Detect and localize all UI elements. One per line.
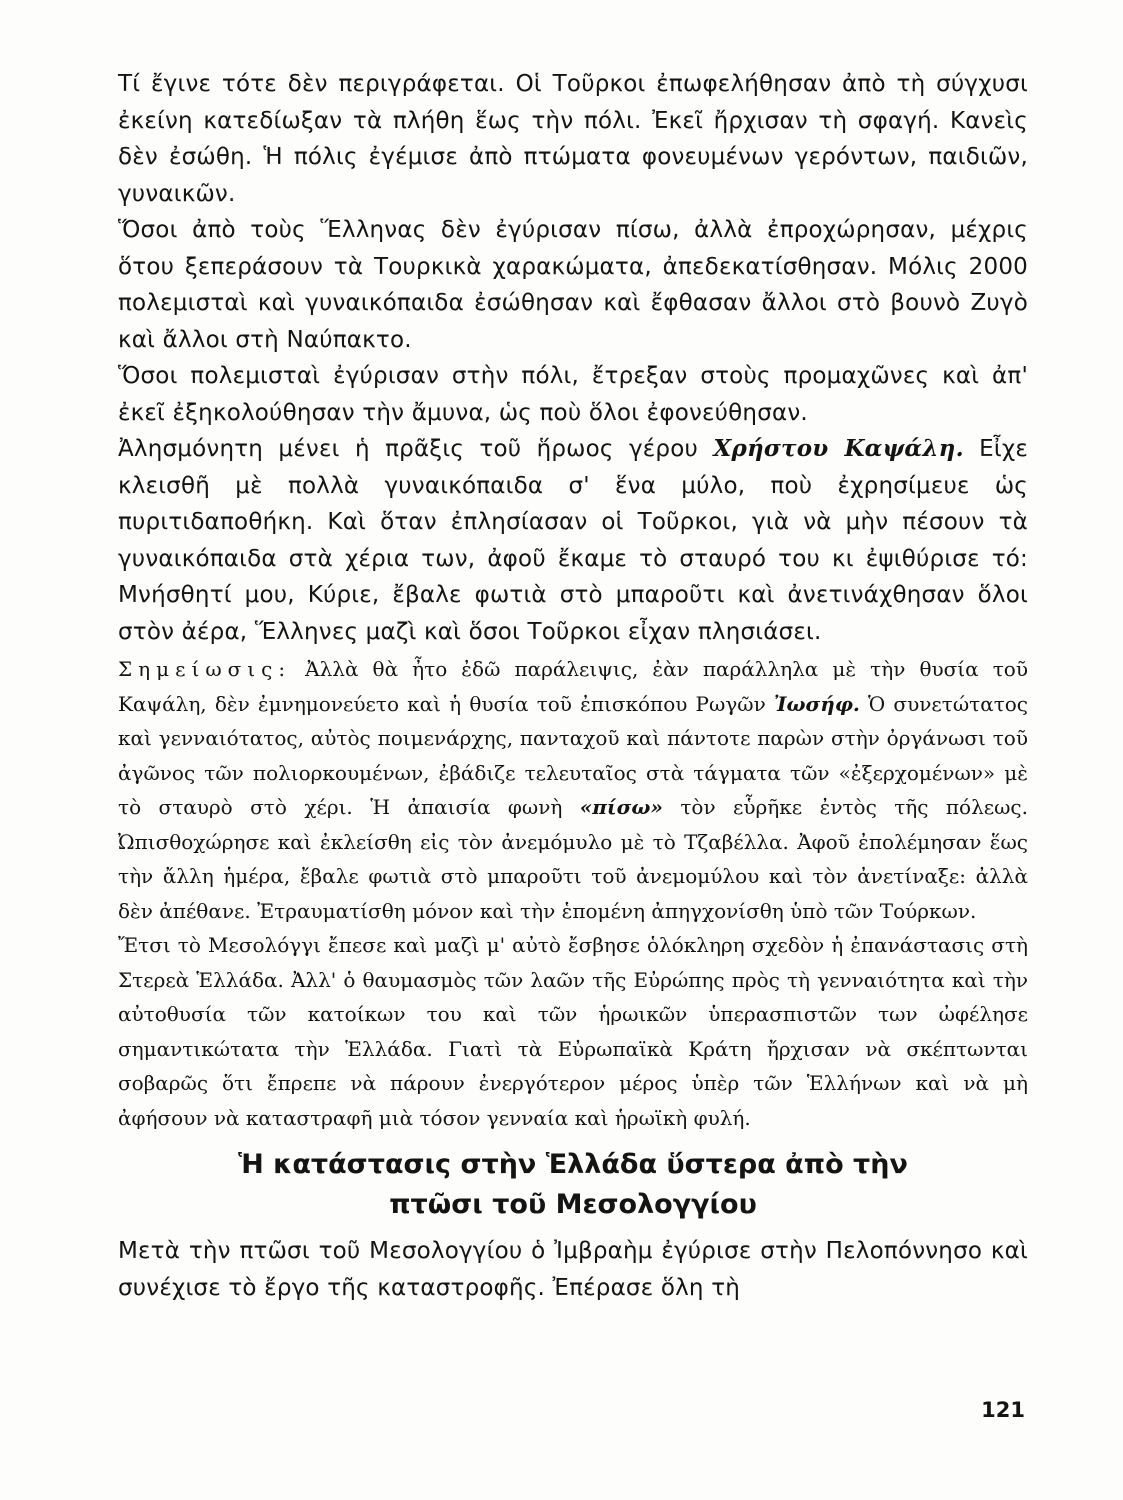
kapsalis-text-after: Εἶχε κλεισθῆ μὲ πολλὰ γυναικόπαιδα σ' ἕνα μύλο, ποὺ ἐχρησίμευε ὡς πυριτιδαποθήκη. Καὶ ὅταν ἐπλησίασαν οἱ Τοῦρκοι, γιὰ νὰ μὴν πέσουν τὰ γυναικόπαιδα στὰ χέρια των, ἀφοῦ ἔκαμε τὸ σταυρό του κι ἐψιθύρισε τό: Μνήσθητί μου, Κύριε, ἔβαλε φωτιὰ στὸ μπαροῦτι καὶ ἀνετινάχθησαν ὅλοι στὸν ἀέρα, Ἕλληνες μαζὶ καὶ ὅσοι Τοῦρκοι εἶχαν πλησιάσει. <box>118 436 1028 645</box>
paragraph-closing: Μετὰ τὴν πτῶσι τοῦ Μεσολογγίου ὁ Ἰμβραὴμ ἐγύρισε στὴν Πελοπόννησο καὶ συνέχισε τὸ ἔργο τῆς καταστροφῆς. Ἐπέρασε ὅλη τὴ <box>118 1238 1028 1301</box>
paragraph-defenders: Ὅσοι πολεμισταὶ ἐγύρισαν στὴν πόλι, ἔτρεξαν στοὺς προμαχῶνες καὶ ἀπ' ἐκεῖ ἐξηκολούθησαν τὴν ἄμυνα, ὡς ποὺ ὅλοι ἐφονεύθησαν. <box>118 363 1028 426</box>
note-iosif: Ἰωσήφ. <box>773 691 860 716</box>
section-heading-line-2: πτῶσι τοῦ Μεσολογγίου <box>389 1189 757 1220</box>
main-text <box>118 66 1028 650</box>
note-section <box>118 652 1028 1135</box>
section-heading-line-1: Ἡ κατάστασις στὴν Ἑλλάδα ὕστερα ἀπὸ τὴν <box>238 1149 908 1180</box>
note-text-3: τὸν εὗρῆκε ἐντὸς τῆς πόλεως. Ὠπισθοχώρησε καὶ ἐκλείσθη εἰς τὸν ἀνεμόμυλο μὲ τὸ Τζαβέλλα. Ἀφοῦ ἐπολέμησαν ἕως τὴν ἄλλη ἡμέρα, ἔβαλε φωτιὰ στὸ μπαροῦτι τοῦ ἀνεμομύλου καὶ τὸν ἀνετίναξε: ἀλλὰ δὲν ἀπέθανε. Ἐτραυματίσθη μόνον καὶ τὴν ἑπομένη ἀπηγχονίσθη ὑπὸ τῶν Τούρκων. <box>118 795 1028 923</box>
note-text-1: Ἀλλὰ θὰ ἦτο ἐδῶ παράλειψις, ἐὰν παράλληλα μὲ τὴν θυσία τοῦ Καψάλη, δὲν ἐμνημονεύετο καὶ ἡ θυσία τοῦ ἐπισκόπου Ρωγῶν <box>118 657 1028 716</box>
section-heading <box>118 1145 1028 1225</box>
page-number: 121 <box>981 1398 1025 1422</box>
note-text-2: Ὁ συνετώτατος καὶ γενναιότατος, αὐτὸς ποιμενάρχης, πανταχοῦ καὶ πάντοτε παρὼν στὴν ὀργάνωσι τοῦ ἀγῶνος τῶν πολιορκουμένων, ἐβάδιζε τελευταῖος στὰ τάγματα τῶν «ἐξερχομένων» μὲ τὸ σταυρὸ στὸ χέρι. Ἡ ἀπαισία φωνὴ <box>118 691 1029 819</box>
paragraph-kapsalis <box>118 431 1028 650</box>
kapsalis-text-before: Ἀλησμόνητη μένει ἡ πρᾶξις τοῦ ἥρωος γέρου <box>118 436 714 462</box>
paragraph-aftermath: Τί ἔγινε τότε δὲν περιγράφεται. Οἱ Τοῦρκοι ἐπωφελήθησαν ἀπὸ τὴ σύγχυσι ἐκείνη κατεδίωξαν τὰ πλήθη ἕως τὴν πόλι. Ἐκεῖ ἤρχισαν τὴ σφαγή. Κανεὶς δὲν ἐσώθη. Ἡ πόλις ἐγέμισε ἀπὸ πτώματα φονευμένων γερόντων, παιδιῶν, γυναικῶν. <box>118 71 1028 207</box>
page-body <box>118 66 1028 1306</box>
paragraph-note <box>118 652 1028 928</box>
note-label: Σημείωσις: <box>118 657 292 681</box>
note-piso: «πίσω» <box>579 795 663 819</box>
paragraph-conclusion: Ἔτσι τὸ Μεσολόγγι ἔπεσε καὶ μαζὶ μ' αὐτὸ ἔσβησε ὁλόκληρη σχεδὸν ἡ ἐπανάστασις στὴ Στερεὰ Ἑλλάδα. Ἀλλ' ὁ θαυμασμὸς τῶν λαῶν τῆς Εὐρώπης πρὸς τὴ γενναιότητα καὶ τὴν αὐτοθυσία τῶν κατοίκων του καὶ τῶν ἡρωικῶν ὑπερασπιστῶν των ὠφέλησε σημαντικώτατα τὴν Ἑλλάδα. Γιατὶ τὰ Εὐρωπαϊκὰ Κράτη ἤρχισαν νὰ σκέπτωνται σοβαρῶς ὅτι ἔπρεπε νὰ πάρουν ἐνεργότερον μέρος ὑπὲρ τῶν Ἑλλήνων καὶ νὰ μὴ ἀφήσουν νὰ καταστραφῆ μιὰ τόσον γενναία καὶ ἡρωϊκὴ φυλή. <box>118 933 1028 1130</box>
kapsalis-name: Χρήστου Καψάλη. <box>713 435 964 462</box>
paragraph-survivors: Ὅσοι ἀπὸ τοὺς Ἕλληνας δὲν ἐγύρισαν πίσω, ἀλλὰ ἐπροχώρησαν, μέχρις ὅτου ξεπεράσουν τὰ Τουρκικὰ χαρακώματα, ἀπεδεκατίσθησαν. Μόλις 2000 πολεμισταὶ καὶ γυναικόπαιδα ἐσώθησαν καὶ ἔφθασαν ἄλλοι στὸ βουνὸ Ζυγὸ καὶ ἄλλοι στὴ Ναύπακτο. <box>118 217 1028 353</box>
closing-text <box>118 1233 1028 1306</box>
